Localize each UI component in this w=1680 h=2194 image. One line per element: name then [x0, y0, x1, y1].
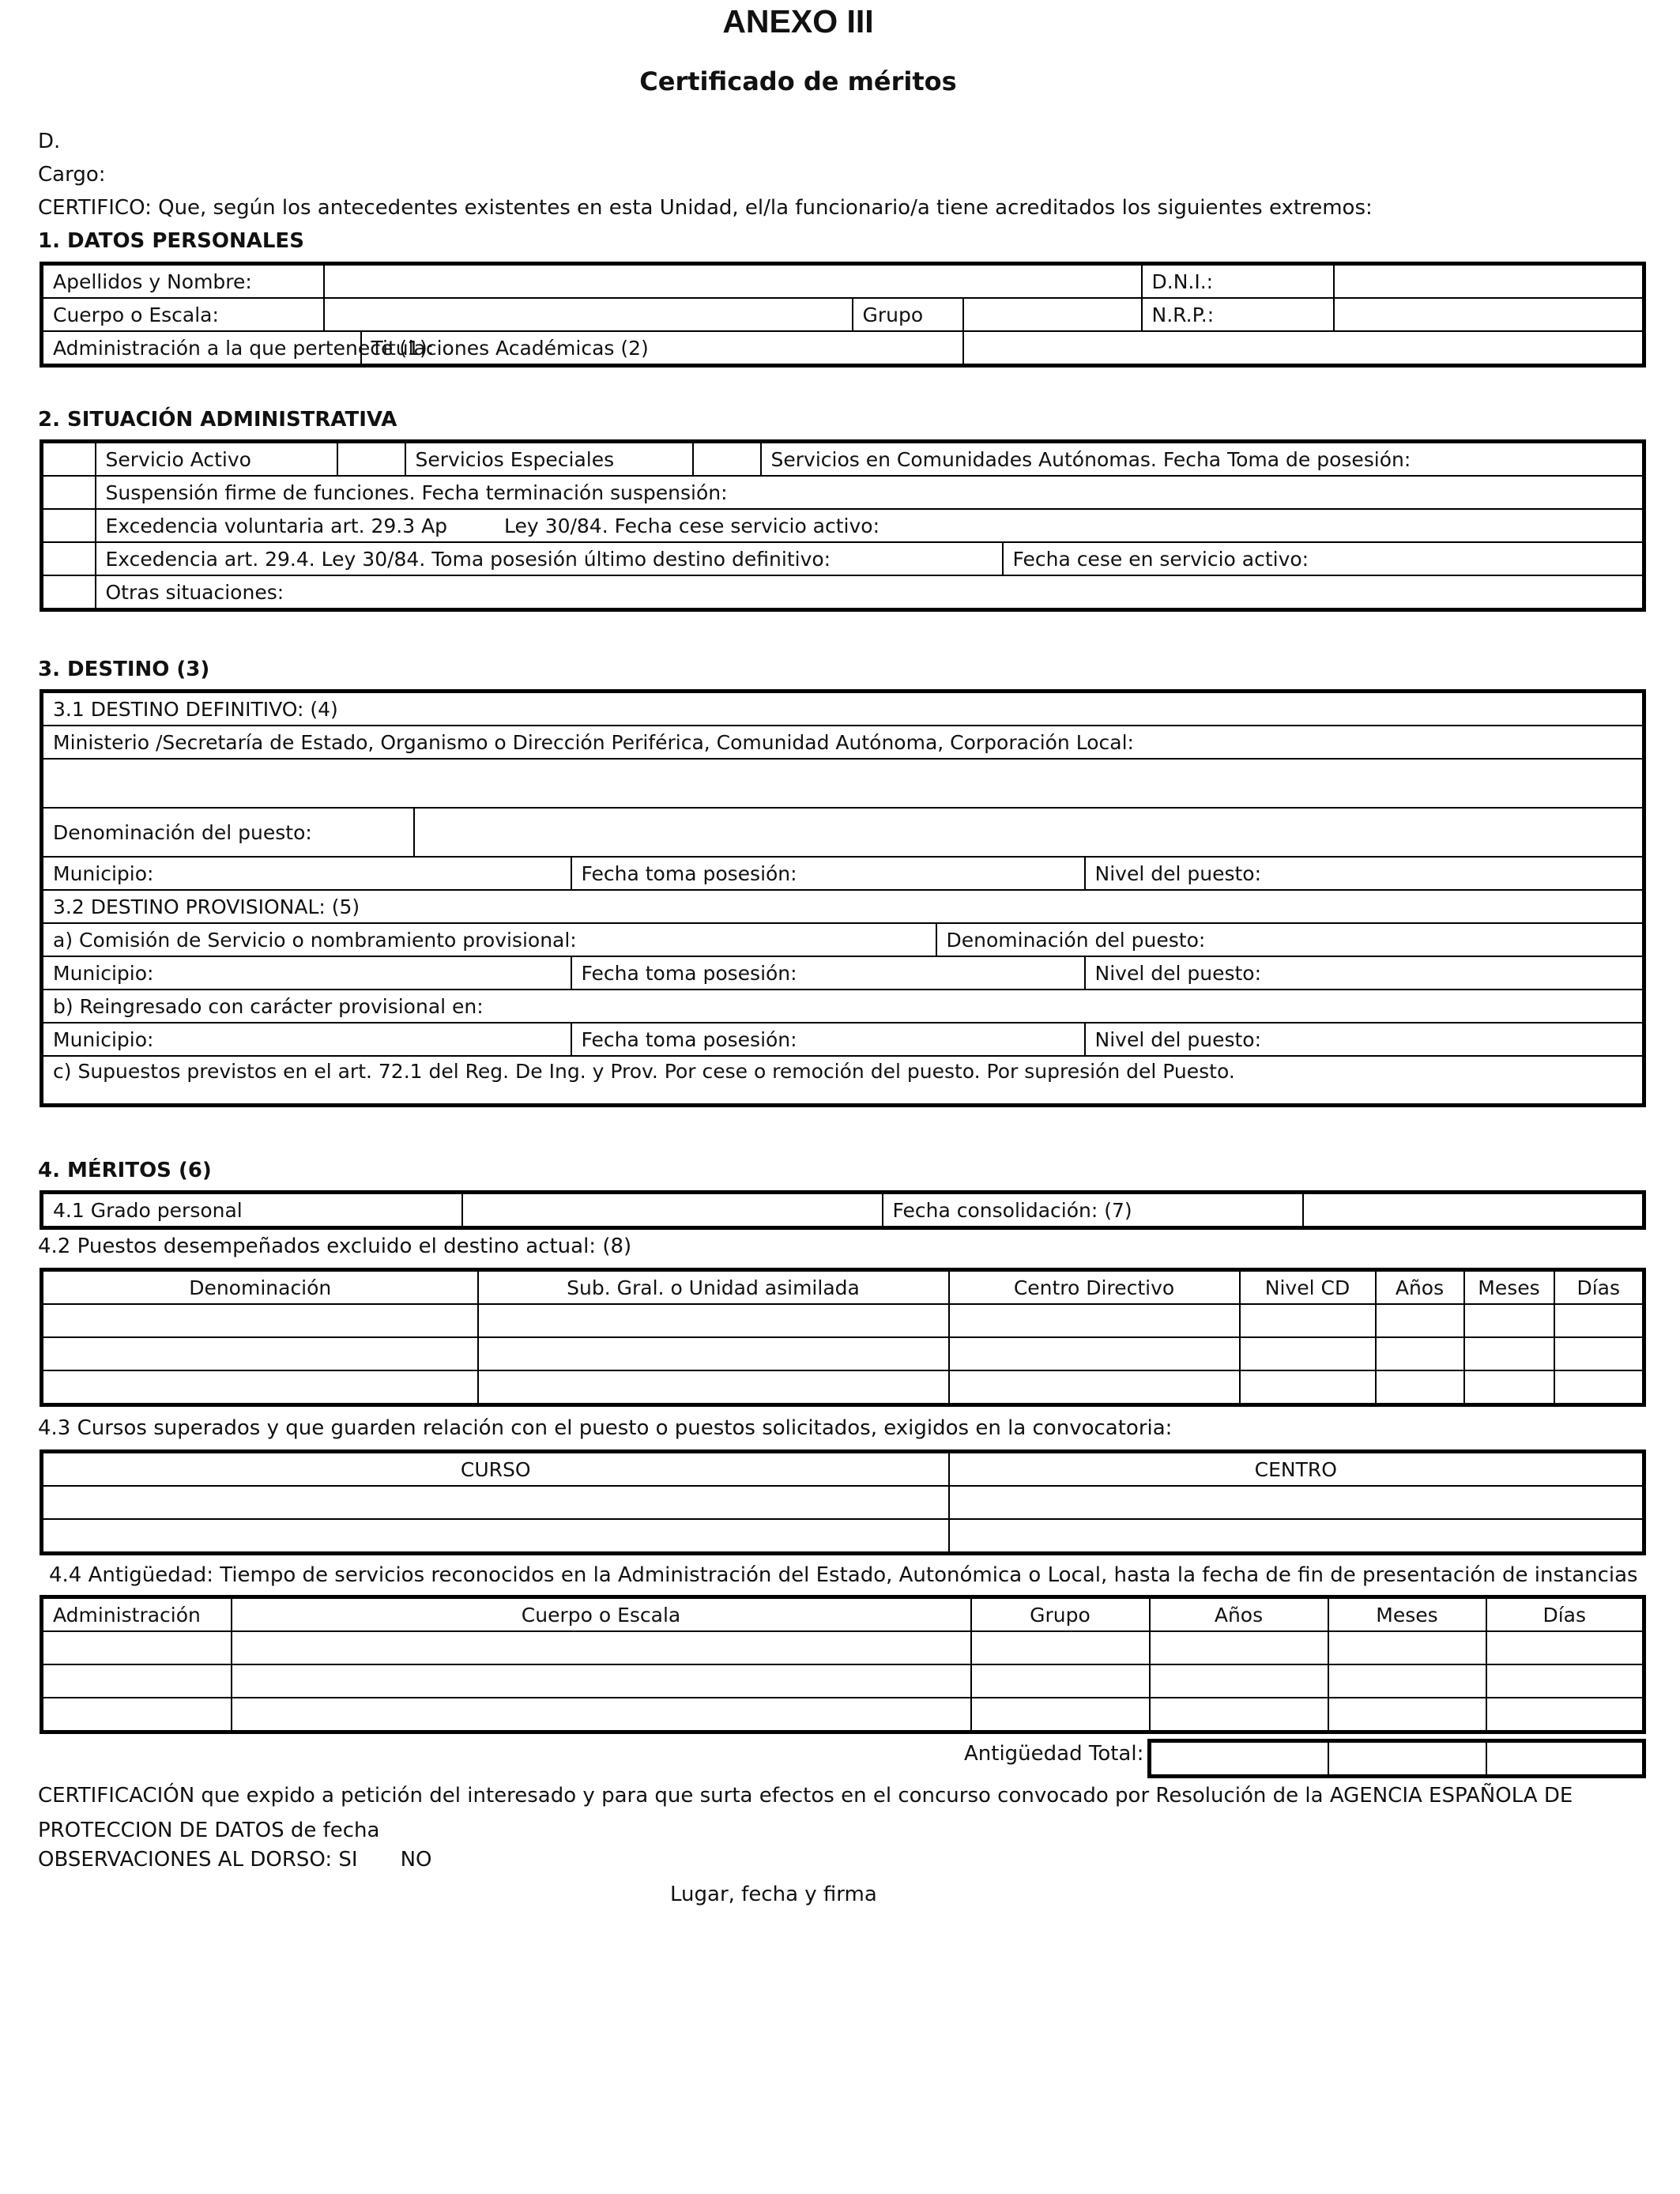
titulaciones-label: Titulaciones Académicas (2) — [361, 331, 963, 366]
antiguedad-cell[interactable] — [1150, 1698, 1328, 1732]
puestos-cell[interactable] — [42, 1304, 478, 1337]
antiguedad-title: 4.4 Antigüedad: Tiempo de servicios reconocidos en la Administración del Estado, Autonómica o Local, hasta la fecha de fin de presentación de instancias — [49, 1563, 1638, 1587]
antiguedad-cell[interactable] — [971, 1664, 1150, 1698]
antiguedad-cell[interactable] — [1328, 1664, 1486, 1698]
antiguedad-cell[interactable] — [1486, 1698, 1644, 1732]
antiguedad-cell[interactable] — [1486, 1631, 1644, 1664]
puestos-col-anos: Años — [1376, 1270, 1464, 1305]
antiguedad-total-label: Antigüedad Total: — [964, 1742, 1144, 1766]
antiguedad-cell[interactable] — [1328, 1631, 1486, 1664]
intro-cargo: Cargo: — [38, 163, 106, 187]
puestos-cell[interactable] — [1464, 1304, 1554, 1337]
page-subtitle: Certificado de méritos — [639, 66, 957, 96]
antiguedad-col-grupo: Grupo — [971, 1597, 1150, 1632]
excedencia-vol-checkbox[interactable] — [42, 509, 96, 542]
otras-label: Otras situaciones: — [96, 575, 1644, 610]
antiguedad-cell[interactable] — [42, 1664, 232, 1698]
excedencia-vol-text-a: Excedencia voluntaria art. 29.3 Ap — [105, 514, 448, 537]
fecha-consolidacion-field[interactable] — [1303, 1193, 1644, 1228]
nivel2-label: Nivel del puesto: — [1085, 956, 1644, 990]
fecha-toma-label: Fecha toma posesión: — [571, 857, 1085, 890]
section-1-heading: 1. DATOS PERSONALES — [38, 229, 304, 253]
municipio-label: Municipio: — [42, 857, 571, 890]
puestos-cell[interactable] — [949, 1337, 1240, 1370]
fecha-cese-label: Fecha cese en servicio activo: — [1003, 542, 1644, 575]
nrp-field[interactable] — [1334, 298, 1644, 331]
municipio3-label: Municipio: — [42, 1023, 571, 1056]
table-row — [42, 1337, 1644, 1370]
puestos-col-nivel: Nivel CD — [1240, 1270, 1376, 1305]
fecha-consolidacion-label: Fecha consolidación: (7) — [883, 1193, 1303, 1228]
puestos-title: 4.2 Puestos desempeñados excluido el destino actual: (8) — [38, 1235, 632, 1258]
total-dias-field[interactable] — [1486, 1741, 1644, 1777]
apellidos-field[interactable] — [324, 264, 1142, 299]
total-anos-field[interactable] — [1150, 1741, 1328, 1777]
antiguedad-cell[interactable] — [42, 1698, 232, 1732]
denominacion-label: Denominación del puesto: — [42, 808, 414, 857]
dni-label: D.N.I.: — [1142, 264, 1334, 299]
denominacion2-label: Denominación del puesto: — [936, 923, 1644, 956]
nrp-label: N.R.P.: — [1142, 298, 1334, 331]
puestos-cell[interactable] — [478, 1370, 949, 1405]
excedencia-vol-label — [96, 509, 1644, 542]
puestos-cell[interactable] — [949, 1304, 1240, 1337]
puestos-cell[interactable] — [1240, 1337, 1376, 1370]
cursos-cell[interactable] — [42, 1519, 949, 1554]
cuerpo-label: Cuerpo o Escala: — [42, 298, 324, 331]
otras-checkbox[interactable] — [42, 575, 96, 610]
antiguedad-col-anos: Años — [1150, 1597, 1328, 1632]
antiguedad-col-meses: Meses — [1328, 1597, 1486, 1632]
puestos-cell[interactable] — [1464, 1370, 1554, 1405]
reingresado-label: b) Reingresado con carácter provisional en: — [42, 990, 1644, 1023]
suspension-label: Suspensión firme de funciones. Fecha terminación suspensión: — [96, 476, 1644, 509]
table-row — [42, 1304, 1644, 1337]
puestos-col-subgral: Sub. Gral. o Unidad asimilada — [478, 1270, 949, 1305]
especiales-checkbox[interactable] — [337, 442, 405, 477]
observaciones-row — [38, 1848, 432, 1872]
nivel3-label: Nivel del puesto: — [1085, 1023, 1644, 1056]
activo-checkbox[interactable] — [42, 442, 96, 477]
grupo-field[interactable] — [963, 298, 1142, 331]
table-row — [42, 1486, 1644, 1519]
antiguedad-cell[interactable] — [971, 1631, 1150, 1664]
destino-table — [40, 689, 1646, 1107]
cuerpo-field[interactable] — [324, 298, 853, 331]
puestos-col-denominacion: Denominación — [42, 1270, 478, 1305]
antiguedad-cell[interactable] — [1328, 1698, 1486, 1732]
cursos-cell[interactable] — [949, 1486, 1644, 1519]
puestos-cell[interactable] — [1376, 1370, 1464, 1405]
antiguedad-cell[interactable] — [232, 1664, 971, 1698]
intro-d: D. — [38, 130, 61, 153]
puestos-cell[interactable] — [1376, 1304, 1464, 1337]
puestos-cell[interactable] — [1554, 1370, 1644, 1405]
antiguedad-cell[interactable] — [232, 1631, 971, 1664]
puestos-cell[interactable] — [478, 1304, 949, 1337]
destino-provisional-heading: 3.2 DESTINO PROVISIONAL: (5) — [42, 890, 1644, 923]
suspension-checkbox[interactable] — [42, 476, 96, 509]
puestos-cell[interactable] — [42, 1337, 478, 1370]
antiguedad-col-dias: Días — [1486, 1597, 1644, 1632]
excedencia-294-checkbox[interactable] — [42, 542, 96, 575]
puestos-cell[interactable] — [1240, 1370, 1376, 1405]
puestos-table — [40, 1268, 1646, 1407]
puestos-cell[interactable] — [1240, 1304, 1376, 1337]
section-4-heading: 4. MÉRITOS (6) — [38, 1159, 212, 1182]
puestos-cell[interactable] — [1554, 1337, 1644, 1370]
grado-field[interactable] — [462, 1193, 883, 1228]
puestos-cell[interactable] — [42, 1370, 478, 1405]
antiguedad-col-cuerpo: Cuerpo o Escala — [232, 1597, 971, 1632]
comision-label: a) Comisión de Servicio o nombramiento provisional: — [42, 923, 936, 956]
grupo-label: Grupo — [853, 298, 963, 331]
cursos-col-centro: CENTRO — [949, 1452, 1644, 1487]
section-2-heading: 2. SITUACIÓN ADMINISTRATIVA — [38, 408, 397, 432]
section-3-heading: 3. DESTINO (3) — [38, 658, 210, 681]
puestos-col-meses: Meses — [1464, 1270, 1554, 1305]
fecha-toma3-label: Fecha toma posesión: — [571, 1023, 1085, 1056]
destino-definitivo-heading: 3.1 DESTINO DEFINITIVO: (4) — [42, 692, 1644, 726]
table-row — [42, 1664, 1644, 1698]
supuestos-label: c) Supuestos previstos en el art. 72.1 del Reg. De Ing. y Prov. Por cese o remoción del puesto. Por supresión del Puesto. — [42, 1056, 1644, 1106]
datos-personales-table — [40, 262, 1646, 368]
puestos-cell[interactable] — [478, 1337, 949, 1370]
table-row — [42, 1519, 1644, 1554]
antiguedad-cell[interactable] — [42, 1631, 232, 1664]
especiales-label: Servicios Especiales — [405, 442, 693, 477]
comunidades-checkbox[interactable] — [693, 442, 761, 477]
puestos-cell[interactable] — [1554, 1304, 1644, 1337]
denominacion-field[interactable] — [414, 808, 1644, 857]
cursos-table — [40, 1449, 1646, 1555]
municipio2-label: Municipio: — [42, 956, 571, 990]
ministerio-field[interactable] — [42, 759, 1644, 808]
antiguedad-cell[interactable] — [1486, 1664, 1644, 1698]
nivel-label: Nivel del puesto: — [1085, 857, 1644, 890]
cursos-title: 4.3 Cursos superados y que guarden relación con el puesto o puestos solicitados, exigidos en la convocatoria: — [38, 1416, 1173, 1440]
table-row — [42, 1631, 1644, 1664]
titulaciones-field[interactable] — [963, 331, 1644, 366]
puestos-col-centro: Centro Directivo — [949, 1270, 1240, 1305]
intro-certifico: CERTIFICO: Que, según los antecedentes existentes en esta Unidad, el/la funcionario/a tiene acreditados los siguientes extremos: — [38, 196, 1373, 220]
grado-table — [40, 1190, 1646, 1230]
ministerio-label: Ministerio /Secretaría de Estado, Organismo o Dirección Periférica, Comunidad Autónoma, Corporación Local: — [42, 726, 1644, 759]
excedencia-vol-text-b: Ley 30/84. Fecha cese servicio activo: — [504, 514, 880, 537]
excedencia-294-label: Excedencia art. 29.4. Ley 30/84. Toma posesión último destino definitivo: — [96, 542, 1003, 575]
antiguedad-col-admin: Administración — [42, 1597, 232, 1632]
certificacion-text: CERTIFICACIÓN que expido a petición del interesado y para que surta efectos en el concurso convocado por Resolución de la AGENCIA ESPAÑOLA DE PROTECCION DE DATOS de fecha — [38, 1784, 1573, 1842]
activo-label: Servicio Activo — [96, 442, 337, 477]
antiguedad-total-table — [1147, 1739, 1646, 1778]
cursos-col-curso: CURSO — [42, 1452, 949, 1487]
cursos-cell[interactable] — [42, 1486, 949, 1519]
antiguedad-cell[interactable] — [1150, 1631, 1328, 1664]
situacion-table — [40, 439, 1646, 612]
antiguedad-cell[interactable] — [232, 1698, 971, 1732]
antiguedad-cell[interactable] — [971, 1698, 1150, 1732]
observaciones-no: NO — [400, 1848, 432, 1872]
puestos-cell[interactable] — [1464, 1337, 1554, 1370]
table-row — [42, 1370, 1644, 1405]
cursos-cell[interactable] — [949, 1519, 1644, 1554]
antiguedad-cell[interactable] — [1150, 1664, 1328, 1698]
page-title: ANEXO III — [722, 3, 874, 40]
puestos-col-dias: Días — [1554, 1270, 1644, 1305]
puestos-cell[interactable] — [1376, 1337, 1464, 1370]
fecha-toma2-label: Fecha toma posesión: — [571, 956, 1085, 990]
total-meses-field[interactable] — [1328, 1741, 1486, 1777]
observaciones-si: OBSERVACIONES AL DORSO: SI — [38, 1848, 358, 1872]
dni-field[interactable] — [1334, 264, 1644, 299]
antiguedad-table — [40, 1595, 1646, 1734]
table-row — [42, 1698, 1644, 1732]
apellidos-label: Apellidos y Nombre: — [42, 264, 324, 299]
comunidades-label: Servicios en Comunidades Autónomas. Fecha Toma de posesión: — [761, 442, 1644, 477]
puestos-cell[interactable] — [949, 1370, 1240, 1405]
administracion-label: Administración a la que pertenece (1): — [42, 331, 361, 366]
grado-label: 4.1 Grado personal — [42, 1193, 462, 1228]
lugar-fecha-firma: Lugar, fecha y firma — [670, 1883, 877, 1906]
